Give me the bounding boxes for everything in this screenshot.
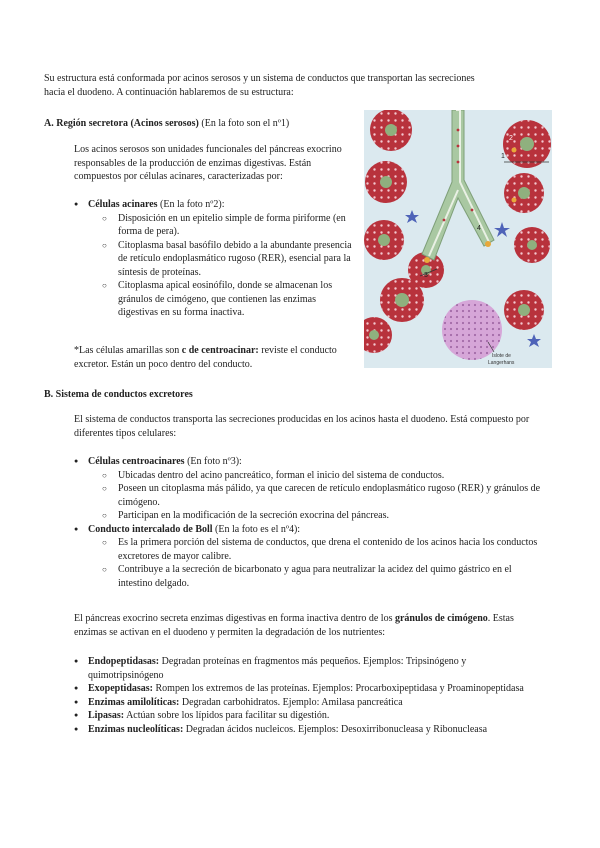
enzyme-term: Exopeptidasas: — [88, 683, 154, 694]
para-text: El páncreas exocrino secreta enzimas digestivas en forma inactiva dentro de los — [74, 613, 395, 624]
label-1: 1 — [501, 153, 505, 160]
sub-list — [102, 536, 544, 590]
note-term: c de centroacinar: — [181, 345, 259, 356]
acinus-bottom-far-left — [364, 317, 392, 353]
list-item — [74, 523, 544, 591]
list-item — [74, 682, 544, 696]
section-b-list — [74, 455, 544, 590]
acinus-right — [504, 173, 544, 213]
sub-list-item: ○ Participan en la modificación de la secreción exocrina del páncreas. — [102, 509, 544, 523]
bullet-note: (En la foto nº2): — [157, 199, 225, 210]
bullet-term: Células acinares — [88, 199, 158, 210]
list-item — [74, 696, 544, 710]
islet-label-line2: Langerhans — [488, 360, 515, 366]
enzyme-desc: Degradan proteínas en fragmentos más pequeños. Ejemplos: Tripsinógeno y quimotripsinógeno — [88, 656, 467, 681]
sub-list-item: ○ Ubicadas dentro del acino pancreático, forman el inicio del sistema de conductos. — [102, 469, 544, 483]
bullet-term: Células centroacinares — [88, 456, 185, 467]
note-text-end: reviste el conducto excretor. Están un poco dentro del conducto. — [74, 345, 337, 370]
bullet-note: (En foto nº3): — [184, 456, 242, 467]
sub-list-item: ○ Citoplasma apical eosinófilo, donde se almacenan los gránulos de cimógeno, que contienen las enzimas digestivas en su forma inactiva. — [102, 279, 358, 320]
enzyme-desc: Degradan ácidos nucleicos. Ejemplos: Desoxirribonucleasa y Ribonucleasa — [183, 723, 488, 735]
enzyme-desc: Actúan sobre los lípidos para facilitar su digestión. — [124, 710, 330, 721]
acinus-left — [365, 161, 407, 203]
sub-list-item: ○ Citoplasma basal basófilo debido a la abundante presencia de retículo endoplasmático rugoso (RER), esencial para la síntesis de proteínas. — [102, 239, 358, 280]
section-a-title: A. Región secretora (Acinos serosos) — [44, 118, 199, 129]
enzyme-term: Endopeptidasas: — [88, 656, 160, 667]
note-text: *Las células amarillas son — [74, 345, 182, 356]
acinus-bottom-right — [504, 290, 544, 330]
para-term: gránulos de cimógeno — [394, 613, 488, 624]
enzyme-desc: Rompen los extremos de las proteínas. Ejemplos: Procarboxipeptidasa y Proaminopeptidasa — [153, 683, 524, 694]
section-a-heading — [44, 117, 354, 131]
label-3: 3 — [424, 272, 428, 279]
acinus-left-mid — [364, 220, 404, 260]
islet-label-line1: Islote de — [492, 353, 511, 359]
duct-system — [422, 110, 494, 260]
enzyme-list — [74, 655, 544, 736]
enzyme-term: Enzimas nucleolíticas: — [88, 723, 184, 735]
enzyme-desc: Degradan carbohidratos. Ejemplo: Amilasa pancreática — [179, 696, 403, 708]
section-a-list — [74, 198, 358, 320]
label-2: 2 — [509, 135, 513, 142]
list-item — [74, 709, 544, 723]
bullet-term: Conducto intercalado de Boll — [88, 523, 213, 535]
sub-list-item: ○ Es la primera porción del sistema de conductos, que drena el contenido de los acinos hacia los conductos excretores de mayor calibre. — [102, 536, 544, 563]
list-item — [74, 198, 358, 320]
sub-list-item: ○ Poseen un citoplasma más pálido, ya que carecen de retículo endoplasmático rugoso (RER) y gránulos de cimógeno. — [102, 482, 544, 509]
intro-line-2: hacia el duodeno. A continuación hablaremos de su estructura: — [44, 86, 294, 98]
list-item — [74, 455, 544, 523]
centroacinar-note — [74, 344, 364, 371]
para-text-end: . Estas enzimas se activan en el duodeno y permiten la degradación de los nutrientes: — [74, 613, 514, 638]
list-item — [74, 723, 544, 737]
intro-line-1: Su estructura está conformada por acinos serosos y un sistema de conductos que transportan las secreciones — [44, 73, 475, 84]
acinus-diagram — [364, 110, 552, 368]
section-b-heading: B. Sistema de conductos excretores — [44, 389, 193, 400]
acinus-top-right — [503, 120, 551, 168]
acinus-right-mid — [514, 227, 550, 263]
list-item — [74, 655, 544, 682]
label-4: 4 — [477, 225, 481, 232]
sub-list — [102, 469, 544, 523]
sub-list — [102, 212, 358, 320]
section-a-title-note: (En la foto son el nº1) — [198, 118, 290, 129]
intro-paragraph — [44, 72, 556, 99]
enzyme-term: Enzimas amilolíticas: — [88, 696, 180, 708]
section-b-paragraph: El sistema de conductos transporta las secreciones producidas en los acinos hasta el duodeno. Está compuesto por diferentes tipos celulares: — [74, 414, 530, 439]
enzyme-term: Lipasas: — [88, 710, 125, 721]
section-a-paragraph: Los acinos serosos son unidades funcionales del páncreas exocrino responsables de la producción de enzimas digestivas. Están compuestos por células acinares, caracterizadas por: — [74, 144, 342, 182]
bullet-note: (En la foto es el nº4): — [212, 523, 301, 535]
sub-list-item: ○ Disposición en un epitelio simple de forma piriforme (en forma de pera). — [102, 212, 358, 239]
sub-list-item: ○ Contribuye a la secreción de bicarbonato y agua para neutralizar la acidez del quimo gástrico en el intestino delgado. — [102, 563, 544, 590]
acinus-top-left — [370, 110, 412, 151]
section-c-paragraph — [74, 612, 544, 639]
